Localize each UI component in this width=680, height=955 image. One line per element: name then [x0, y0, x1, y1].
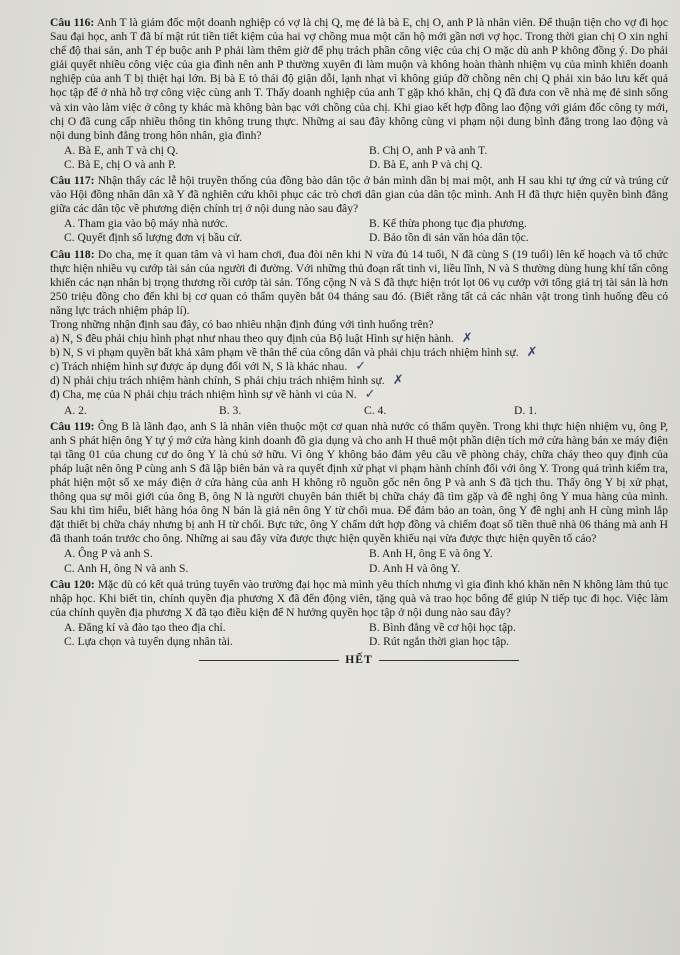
- question-text: Nhận thấy các lễ hội truyền thống của đồng bào dân tộc ở bản mình dần bị mai một, anh H sau khi tự ứng cử và trúng cử vào Hội đồng nhân dân xã Y đã nghiên cứu khôi phục các trò chơi dân gian của dân tộc mình. Anh H đã thực hiện quyền bình đẳng giữa các dân tộc về phương diện chính trị ở nội dung nào sau đây?: [50, 174, 668, 216]
- answer-options: [64, 217, 668, 245]
- question-116: [50, 16, 668, 172]
- option-c[interactable]: C. Anh H, ông N và anh S.: [64, 561, 189, 575]
- end-marker: HẾT: [50, 653, 668, 667]
- option-d[interactable]: D. Bà E, anh P và chị Q.: [369, 157, 483, 171]
- question-number: Câu 120:: [50, 577, 95, 591]
- option-a[interactable]: A. 2.: [64, 403, 87, 417]
- option-a[interactable]: A. Đăng kí và đào tạo theo địa chỉ.: [64, 620, 226, 634]
- statement-dd: đ) Cha, mẹ của N phải chịu trách nhiệm hình sự về hành vi của N. ✓: [50, 387, 376, 403]
- divider: [379, 660, 519, 661]
- option-c[interactable]: C. 4.: [364, 403, 387, 417]
- question-text: Anh T là giám đốc một doanh nghiệp có vợ là chị Q, mẹ đẻ là bà E, chị O, anh P là nhân viên. Để thuận tiện cho vợ đi học Sau đại học, anh T đã bí mật rút tiền tiết kiệm của hai vợ chồng mua một căn hộ mới gần nơi vợ học. Trong thời gian chị O xin nghỉ chế độ thai sản, anh T ép buộc anh P phải làm thêm giờ để phụ trách phần công việc của chị O mặc dù anh P không đồng ý. Do phải giải quyết nhiều công việc của gia đình nên anh P thường xuyên đi làm muộn và không hoàn thành nhiệm vụ của mình khiến doanh nghiệp của anh T bị thiệt hại lớn. Bị bà E tỏ thái độ giận dỗi, lạnh nhạt vì không giúp đỡ chồng nên chị Q phải xin bảo lưu kết quả học tập để ở nhà hỗ trợ công việc cùng anh T. Thấy doanh nghiệp của anh T gặp khó khăn, chị Q đã đưa con về nhà mẹ đẻ sinh sống và xin vào làm việc ở công ty khác mà không bàn bạc với chồng của chị. Khi giao kết hợp đồng lao động với giám đốc công ty mới, chị O đã cung cấp nhiều thông tin không trung thực. Những ai sau đây không cùng vi phạm nội dung bình đẳng trong lao động và nội dung bình đẳng trong hôn nhân, gia đình?: [50, 16, 668, 142]
- question-118: [50, 248, 668, 418]
- option-a[interactable]: A. Bà E, anh T và chị Q.: [64, 143, 179, 157]
- question-number: Câu 117:: [50, 174, 95, 188]
- answer-options: [64, 621, 668, 649]
- option-a[interactable]: A. Ông P và anh S.: [64, 547, 153, 561]
- question-prompt: Trong những nhận định sau đây, có bao nhiêu nhận định đúng với tình huống trên?: [50, 317, 434, 331]
- answer-options: [64, 404, 668, 418]
- cross-mark-icon: ✗: [461, 331, 473, 347]
- option-a[interactable]: A. Tham gia vào bộ máy nhà nước.: [64, 217, 228, 231]
- check-mark-icon: ✓: [355, 359, 367, 375]
- option-b[interactable]: B. Kế thừa phong tục địa phương.: [369, 217, 527, 231]
- statement-a: a) N, S đều phải chịu hình phạt như nhau theo quy định của Bộ luật Hình sự hiện hành. ✗: [50, 331, 473, 347]
- question-text: Do cha, mẹ ít quan tâm và vì ham chơi, đua đòi nên khi N vừa đủ 14 tuổi, N đã cùng S (19 tuổi) lên kế hoạch và tổ chức thực hiện nhiều vụ cướp tài sản của người đi đường. Với những thủ đoạn rất tinh vi, liều lĩnh, N và S thường dùng hung khí tấn công khiến các nạn nhân bị trọng thương rồi cướp tài sản. Tổng cộng N và S đã thực hiện trót lọt 06 vụ cướp với tổng giá trị tài sản là hơn 250 triệu đồng cho đến khi bị cơ quan có thẩm quyền bắt 04 tháng sau đó. (Biết rằng tất cả các nhân vật trong tình huống đều có năng lực trách nhiệm pháp lí).: [50, 247, 668, 317]
- divider: [199, 660, 339, 661]
- answer-options: [64, 547, 668, 575]
- option-b[interactable]: B. Bình đẳng về cơ hội học tập.: [369, 620, 516, 634]
- statement-d: d) N phải chịu trách nhiệm hành chính, S phải chịu trách nhiệm hình sự. ✗: [50, 373, 404, 389]
- option-b[interactable]: B. Chị O, anh P và anh T.: [369, 143, 488, 157]
- question-number: Câu 118:: [50, 247, 95, 261]
- option-d[interactable]: D. Bảo tồn di sản văn hóa dân tộc.: [369, 231, 529, 245]
- option-d[interactable]: D. Anh H và ông Y.: [369, 561, 461, 575]
- option-c[interactable]: C. Quyết định số lượng đơn vị bầu cử.: [64, 231, 243, 245]
- question-117: [50, 174, 668, 245]
- cross-mark-icon: ✗: [392, 373, 404, 389]
- question-text: Ông B là lãnh đạo, anh S là nhân viên thuộc một cơ quan nhà nước có thẩm quyền. Trong khi thực hiện nhiệm vụ, ông P, anh S phát hiện ông Y tự ý mở cửa hàng kinh doanh đồ gia dụng và cho anh H thuê một phần diện tích mở cửa hàng bán xe máy điện tại tầng 01 của chung cư do ông Y là chủ sở hữu. Vì ông Y không bảo đảm yêu cầu về phòng cháy, chữa cháy theo quy định của pháp luật nên ông P cùng anh S đã lập biên bản và ra quyết định xử phạt vi phạm hành chính đối với ông Y. Trong quá trình kiểm tra, phát hiện một số xe máy điện ở cửa hàng của anh H không rõ nguồn gốc nên ông P và anh S đã tịch thu. Thấy ông Y bị xử phạt, thông qua sự môi giới của ông B, ông N là người chuyên bán thiết bị chữa cháy đã tìm gặp và đề nghị ông Y mua hàng của mình. Sau khi tìm hiểu, biết hàng hóa ông N bán là giả nên ông Y từ chối mua. Để đảm bảo an toàn, ông Y đề nghị anh H cùng mình lắp đặt thiết bị chữa cháy nhưng bị anh H từ chối. Bực tức, ông Y chấm dứt hợp đồng và chiếm đoạt số tiền thuê nhà 06 tháng mà anh H đã thanh toán trước cho ông. Những ai sau đây vừa được thực hiện quyền khiếu nại vừa được thực hiện quyền tố cáo?: [50, 419, 668, 546]
- statement-c: c) Trách nhiệm hình sự được áp dụng đối với N, S là khác nhau. ✓: [50, 359, 367, 375]
- answer-options: [64, 144, 668, 172]
- question-number: Câu 119:: [50, 419, 95, 433]
- cross-mark-icon: ✗: [526, 345, 538, 361]
- option-d[interactable]: D. 1.: [514, 403, 537, 417]
- option-d[interactable]: D. Rút ngắn thời gian học tập.: [369, 635, 510, 649]
- question-119: [50, 420, 668, 576]
- question-120: [50, 578, 668, 649]
- question-number: Câu 116:: [50, 16, 95, 29]
- option-b[interactable]: B. 3.: [219, 403, 242, 417]
- statement-list: [50, 332, 668, 402]
- statement-b: b) N, S vi phạm quyền bất khả xâm phạm về thân thể của công dân và phải chịu trách nhiệm hình sự. ✗: [50, 345, 538, 361]
- option-b[interactable]: B. Anh H, ông E và ông Y.: [369, 547, 493, 561]
- option-c[interactable]: C. Bà E, chị O và anh P.: [64, 157, 177, 171]
- option-c[interactable]: C. Lựa chọn và tuyển dụng nhân tài.: [64, 635, 233, 649]
- question-text: Mặc dù có kết quả trúng tuyển vào trường đại học mà mình yêu thích nhưng vì gia đình khó khăn nên N không làm thủ tục nhập học. Khi biết tin, chính quyền địa phương X đã đến động viên, tặng quà và trao học bổng để giúp N tiếp tục đi học. Việc làm của chính quyền địa phương X đã tạo điều kiện để N hưởng quyền học tập ở nội dung nào sau đây?: [50, 577, 668, 619]
- check-mark-icon: ✓: [364, 387, 376, 403]
